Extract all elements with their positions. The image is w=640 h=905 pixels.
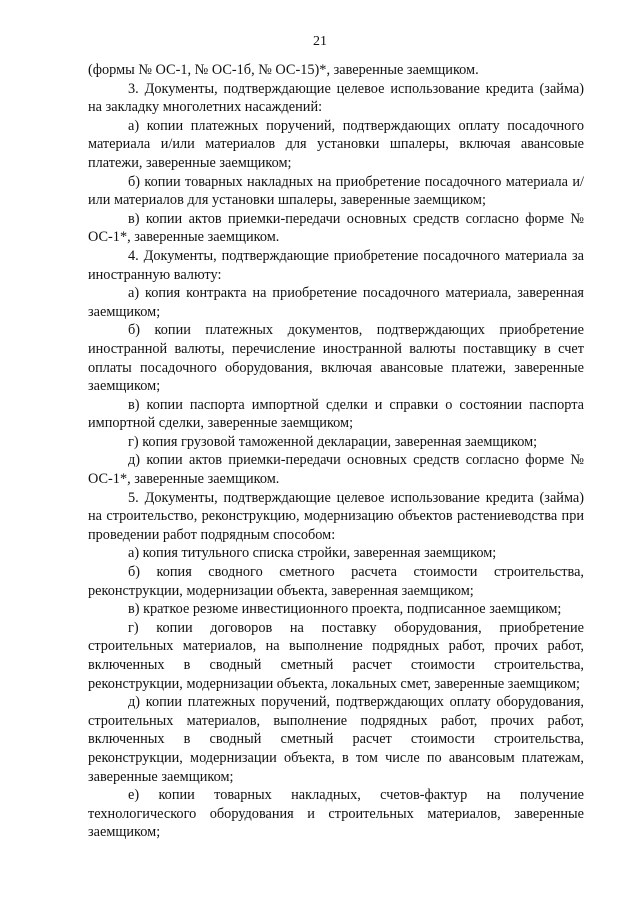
- paragraph-4a: а) копия контракта на приобретение посадочного материала, заверенная заемщиком;: [88, 285, 584, 320]
- document-body: [88, 61, 584, 842]
- paragraph-4b: б) копии платежных документов, подтверждающих приобретение иностранной валюты, перечисление иностранной валюты поставщику в счет оплаты посадочного оборудования, включая авансовые платежи, заверенные заемщиком;: [88, 322, 584, 395]
- page-number: 21: [313, 34, 327, 49]
- paragraph-5a: а) копия титульного списка стройки, заверенная заемщиком;: [128, 545, 497, 562]
- paragraph-5e: е) копии товарных накладных, счетов-фактур на получение технологического оборудования и строительных материалов, заверенные заемщиком;: [88, 787, 584, 841]
- paragraph-5v: в) краткое резюме инвестиционного проекта, подписанное заемщиком;: [128, 601, 562, 618]
- paragraph-4g: г) копия грузовой таможенной декларации, заверенная заемщиком;: [128, 433, 538, 450]
- paragraph-4d: д) копии актов приемки-передачи основных средств согласно форме № ОС-1*, заверенные заемщиком.: [88, 452, 584, 488]
- paragraph-3a: а) копии платежных поручений, подтверждающих оплату посадочного материала и/или материалов для установки шпалеры, включая авансовые платежи, заверенные заемщиком;: [88, 117, 584, 171]
- paragraph-5g: г) копии договоров на поставку оборудования, приобретение строительных материалов, на выполнение подрядных работ, прочих работ, включенных в сводный сметный расчет стоимости строительства, реконструкции, модернизации объекта, локальных смет, заверенные заемщиком;: [88, 619, 584, 692]
- paragraph-section-4: 4. Документы, подтверждающие приобретение посадочного материала за иностранную валюту:: [88, 247, 584, 283]
- paragraph-5d: д) копии платежных поручений, подтверждающих оплату оборудования, строительных материалов, выполнение подрядных работ, прочих работ, включенных в сводный сметный расчет стоимости строительства, реконструкции, модернизации объекта, в том числе по авансовым платежам, заверенные заемщиком;: [88, 694, 584, 785]
- paragraph-3b: б) копии товарных накладных на приобретение посадочного материала и/или материалов для установки шпалеры, заверенные заемщиком;: [88, 173, 584, 209]
- paragraph-4v: в) копии паспорта импортной сделки и справки о состоянии паспорта импортной сделки, заверенные заемщиком;: [88, 396, 584, 432]
- paragraph-section-3: 3. Документы, подтверждающие целевое использование кредита (займа) на закладку многолетних насаждений:: [88, 80, 584, 116]
- paragraph-continuation: (формы № ОС-1, № ОС-1б, № ОС-15)*, заверенные заемщиком.: [88, 62, 479, 78]
- paragraph-3v: в) копии актов приемки-передачи основных средств согласно форме № ОС-1*, заверенные заемщиком.: [88, 210, 584, 246]
- paragraph-section-5: 5. Документы, подтверждающие целевое использование кредита (займа) на строительство, реконструкцию, модернизацию объектов растениеводства при проведении работ подрядным способом:: [88, 489, 584, 543]
- paragraph-5b: б) копия сводного сметного расчета стоимости строительства, реконструкции, модернизации объекта, заверенная заемщиком;: [88, 564, 584, 599]
